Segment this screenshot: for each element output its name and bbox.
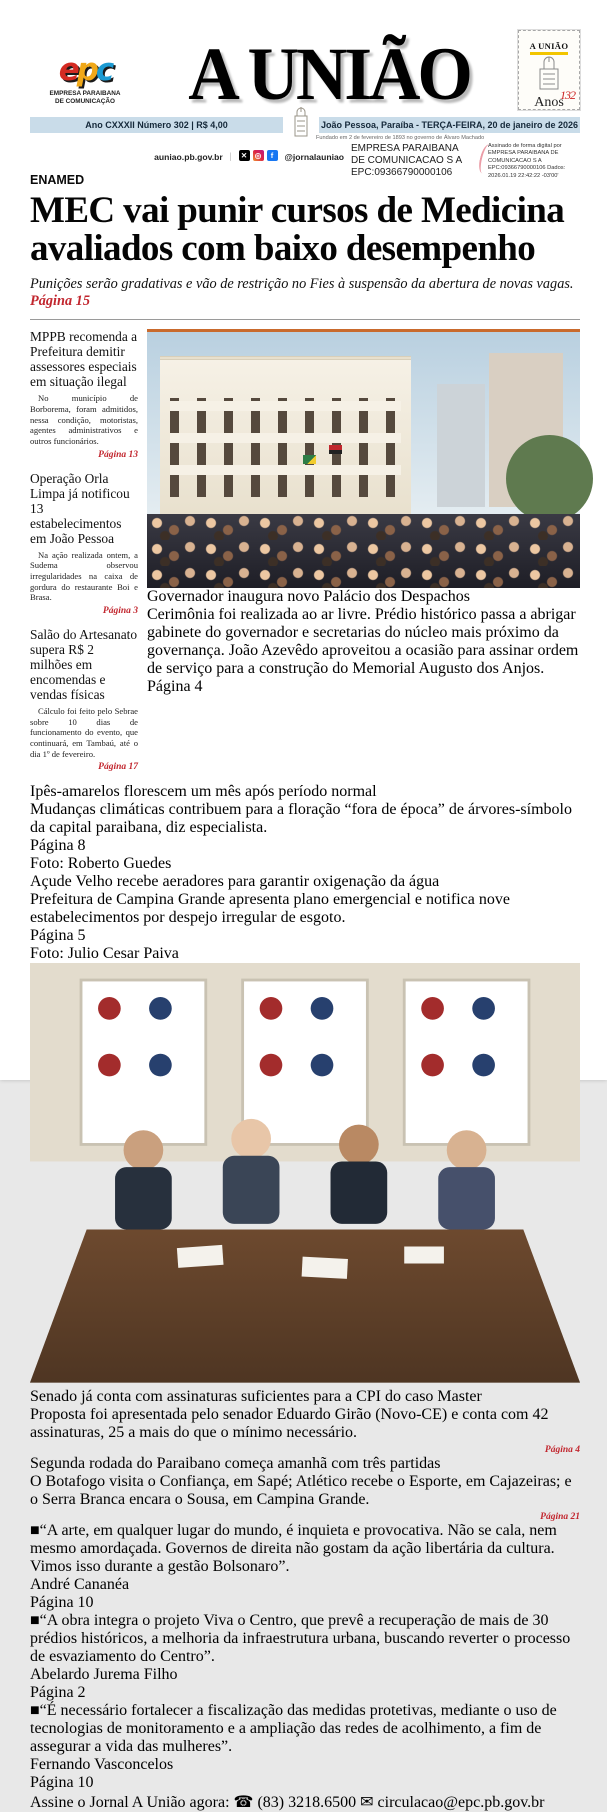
story-page-ref: Página 21 — [540, 1511, 580, 1522]
epc-letter-c: c — [95, 52, 112, 88]
divider — [30, 319, 580, 320]
subscription-email: circulacao@epc.pb.gov.br — [377, 1793, 545, 1811]
quote-bullet: ■ — [30, 1521, 40, 1539]
envelope-icon: ✉ — [360, 1793, 374, 1811]
story-text: Proposta foi apresentada pelo senador Eduardo Girão (Novo-CE) e conta com 42 assinaturas, 25 a mais do que o mínimo necessário. — [30, 1405, 549, 1441]
story-page-ref: Página 17 — [98, 762, 138, 773]
quote-body: “A arte, em qualquer lugar do mundo, é inquieta e provocativa. Não se cala, nem mesmo amordaçada. Governos de direita não gostam da ação libertária da cultura. Vimos isso durante a gestão Bolsonaro”. — [30, 1521, 557, 1575]
paraiba-flag — [329, 445, 342, 454]
feature-page-ref: Página 5 — [30, 927, 86, 945]
photo-tree — [506, 435, 593, 522]
quote-author: André Cananéa — [30, 1575, 130, 1593]
quote-2 — [30, 1612, 580, 1702]
photo-crowd — [147, 514, 580, 588]
epc-letter-e: e — [58, 52, 77, 88]
caption-text: Cerimônia foi realizada ao ar livre. Prédio histórico passa a abrigar gabinete do governador e secretarias do núcleo mais próximo da governança. João Azevêdo aproveitou a ocasião para assinar ordem de serviço para a construção do Memorial Augusto dos Anjos. — [147, 606, 579, 678]
quote-author: Fernando Vasconcelos — [30, 1755, 174, 1773]
photo-credit: Foto: Roberto Guedes — [30, 855, 172, 873]
feature-title: Ipês-amarelos florescem um mês após período normal — [30, 783, 377, 801]
masthead — [30, 20, 580, 116]
photo-palace-windows — [170, 398, 401, 497]
newspaper-title: A UNIÃO — [188, 32, 470, 116]
founded-line: Fundado em 2 de fevereiro de 1893 no governo de Álvaro Machado — [316, 135, 485, 141]
lead-page-ref: Página 15 — [30, 293, 90, 310]
feature-page-ref: Página 8 — [30, 837, 86, 855]
stamp-title: A UNIÃO — [530, 41, 569, 55]
epc-name-line2: DE COMUNICAÇÃO — [55, 98, 115, 105]
meeting-photo — [30, 963, 580, 1388]
quote-bullet: ■ — [30, 1701, 40, 1719]
digital-signature-details: Assinado de forma digital por EMPRESA PARAIBANA DE COMUNICACAO S A EPC:09366790000106 Dados: 2026.01.19 22:42:22 -03'00' — [480, 143, 580, 180]
quote-text — [30, 1612, 580, 1666]
caption-title: Governador inaugura novo Palácio dos Despachos — [147, 588, 471, 606]
quote-body: “A obra integra o projeto Viva o Centro, que prevê a recuperação de mais de 30 prédios históricos, a melhoria da infraestrutura urbana, buscando reverter o processo de esvaziamento do Centro”. — [30, 1611, 571, 1665]
feature-deck: Mudanças climáticas contribuem para a floração “fora de época” de árvores-símbolo da capital paraibana, diz especialista. — [30, 801, 572, 837]
left-story-1 — [30, 329, 138, 459]
right-column — [30, 1388, 580, 1522]
anniversary-stamp — [518, 30, 580, 110]
quote-author: Abelardo Jurema Filho — [30, 1665, 178, 1683]
right-story-2 — [30, 1455, 580, 1522]
tower-icon — [290, 106, 312, 136]
story-title: Salão do Artesanato supera R$ 2 milhões em encomendas e vendas físicas — [30, 627, 138, 703]
quote-text — [30, 1702, 580, 1756]
main-photo-caption — [147, 588, 580, 696]
feature-acude — [30, 873, 580, 1388]
x-twitter-icon: ✕ — [239, 150, 250, 161]
brazil-flag — [303, 455, 316, 464]
photo-credit: Foto: Julio Cesar Paiva — [30, 945, 179, 963]
social-icons — [239, 150, 278, 161]
left-column — [30, 329, 138, 783]
story-page-ref: Página 3 — [102, 606, 138, 617]
photo-palace-building — [160, 356, 411, 520]
subscription-phone: (83) 3218.6500 — [257, 1793, 357, 1811]
main-photo-block — [147, 329, 580, 783]
subscription-label: Assine o Jornal A União agora: — [30, 1793, 230, 1811]
epc-name-line1: EMPRESA PARAIBANA — [49, 90, 121, 97]
story-text: Na ação realizada ontem, a Sudema observou irregularidades na caixa de gordura do restaurante Boi e Brasa. — [30, 549, 138, 603]
story-title: MPPB recomenda a Prefeitura demitir assessores especiais em situação ilegal — [30, 329, 138, 390]
story-title: Segunda rodada do Paraibano começa amanhã com três partidas — [30, 1454, 441, 1472]
quote-body: “É necessário fortalecer a fiscalização das medidas protetivas, mediante o uso de tecnologias de monitoramento e a ampliação das redes de acolhimento, a fim de assegurar a vida das mulheres”. — [30, 1701, 557, 1755]
story-title: Senado já conta com assinaturas suficientes para a CPI do caso Master — [30, 1387, 482, 1405]
lead-headline: MEC vai punir cursos de Medicina avaliados com baixo desempenho — [30, 190, 565, 269]
feature-ipes — [30, 783, 580, 873]
story-page-ref: Página 13 — [98, 449, 138, 460]
story-title: Operação Orla Limpa já notificou 13 estabelecimentos em João Pessoa — [30, 470, 130, 546]
feature-deck: Prefeitura de Campina Grande apresenta plano emergencial e notifica nove estabelecimentos por despejo irregular de esgoto. — [30, 891, 510, 927]
edition-bar: Ano CXXXII Número 302 | R$ 4,00 — [30, 117, 283, 133]
main-photo — [147, 332, 580, 588]
right-story-1 — [30, 1388, 580, 1455]
epc-logo-letters — [30, 52, 140, 88]
instagram-icon: ◎ — [253, 150, 264, 161]
quote-1 — [30, 1522, 580, 1612]
separator: | — [229, 151, 232, 161]
story-text: Cálculo foi feito pelo Sebrae sobre 10 dias de funcionamento do evento, que continuará, em Tambaú, até o dia 1º de fevereiro. — [30, 706, 138, 759]
photo-background-building — [437, 384, 485, 507]
epc-logo — [30, 52, 140, 110]
quote-page-ref: Página 2 — [30, 1683, 86, 1701]
facebook-icon: f — [267, 150, 278, 161]
quotes-row — [30, 1522, 580, 1792]
quote-text — [30, 1522, 580, 1576]
meeting-scene — [30, 963, 580, 1383]
middle-row — [30, 783, 580, 1522]
quote-page-ref: Página 10 — [30, 1773, 94, 1791]
feature-title: Açude Velho recebe aeradores para garantir oxigenação da água — [30, 873, 440, 891]
quote-bullet: ■ — [30, 1611, 40, 1629]
lead-deck-row — [30, 276, 580, 310]
subscription-bar — [30, 1792, 580, 1812]
caption-page-ref: Página 4 — [147, 678, 203, 696]
info-bars — [30, 117, 580, 133]
date-bar: João Pessoa, Paraíba - TERÇA-FEIRA, 20 de janeiro de 2026 — [319, 117, 580, 133]
bars-gap — [283, 117, 319, 133]
social-handle: @jornalauniao — [284, 152, 344, 162]
stamp-years-label: Anos — [534, 95, 564, 110]
epc-name — [30, 90, 140, 106]
lead-kicker: ENAMED — [30, 173, 85, 187]
inauguration-ribbon — [173, 519, 537, 522]
story-text: No município de Borborema, foram admitidos, nessa condição, motoristas, agentes administrativos e outros funcionários. — [30, 393, 138, 447]
epc-letter-p: p — [76, 52, 96, 88]
left-story-2 — [30, 471, 138, 616]
left-story-3 — [30, 627, 138, 772]
stamp-years — [521, 88, 577, 110]
story-page-ref: Página 4 — [544, 1444, 580, 1455]
website-url: auniao.pb.gov.br — [154, 152, 223, 162]
story-text: O Botafogo visita o Confiança, em Sapé; Atlético recebe o Esporte, em Cajazeiras; e o Serra Branca encara o Sousa, em Campina Grande. — [30, 1472, 572, 1508]
lead-deck: Punições serão gradativas e vão de restrição no Fies à suspensão da abertura de novas vagas. — [30, 276, 574, 293]
quote-page-ref: Página 10 — [30, 1593, 94, 1611]
stamp-years-number: 132 — [560, 88, 575, 102]
phone-icon: ☎ — [233, 1793, 254, 1811]
quote-3 — [30, 1702, 580, 1792]
main-grid — [30, 329, 580, 783]
digital-signature-name: EMPRESA PARAIBANA DE COMUNICACAO S A EPC:09366790000106 — [351, 143, 462, 178]
